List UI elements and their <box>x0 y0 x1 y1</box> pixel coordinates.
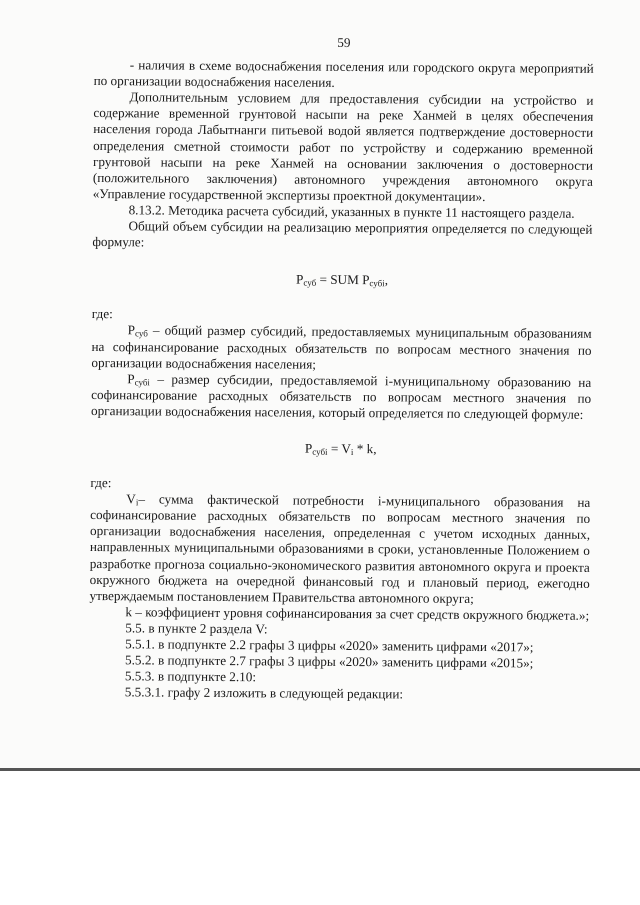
paragraph-total-volume: Общий объем субсидии на реализацию мероприятия определяется по следующей формуле: <box>92 218 593 250</box>
list-item: 5.5.2. в подпункте 2.7 графы 3 цифры «2020» заменить цифрами «2015»; <box>125 652 534 671</box>
formula-subscript: субi <box>369 278 385 289</box>
paragraph-def-coefficient: k – коэффициент уровня софинансирования за счет средств окружного бюджета.»; <box>125 604 590 623</box>
formula-subscript: суб <box>303 277 317 288</box>
where-label: где: <box>90 475 112 491</box>
def-subscript: i <box>135 497 139 508</box>
formula-subscript: субi <box>312 446 328 457</box>
formula-individual-subsidy <box>91 439 591 459</box>
paragraph-method-heading: 8.13.2. Методика расчета субсидий, указанных в пункте 11 настоящего раздела. <box>128 202 575 221</box>
formula-operator: * k, <box>353 441 377 457</box>
paragraph-schema-condition: - наличия в схеме водоснабжения поселения или городского округа мероприятий по организации водоснабжения населения. <box>93 57 594 91</box>
list-item: 5.5.3.1. графу 2 изложить в следующей редакции: <box>124 684 404 702</box>
formula-symbol-p: P <box>295 271 304 287</box>
blank-area <box>0 771 640 905</box>
def-subscript: суб <box>134 328 148 339</box>
formula-operator: = SUM <box>316 271 363 288</box>
formula-comma: , <box>384 272 389 288</box>
def-symbol-v: V <box>126 491 136 507</box>
formula-symbol-v: V <box>341 440 352 456</box>
list-item: 5.5. в пункте 2 раздела V: <box>125 620 268 637</box>
list-item: 5.5.1. в подпункте 2.2 графы 3 цифры «2020» заменить цифрами «2017»; <box>125 636 534 655</box>
paragraph-def-individual <box>91 371 591 423</box>
page-number: 59 <box>337 34 351 51</box>
formula-subscript: i <box>350 446 354 458</box>
paragraph-def-total <box>91 322 591 374</box>
formula-operator: = <box>327 440 342 456</box>
formula-symbol-p: P <box>362 272 370 288</box>
def-text: – общий размер субсидий, предоставляемых муниципальным образованиям на софинансирование расходных обязательств по вопросам местного значения по организации водоснабжения населения; <box>91 322 592 372</box>
def-text: – сумма фактической потребности i-муниципального образования на софинансирование расходных обязательств по вопросам местного значения по организации водоснабжения населения, определенная с учетом исходных данных, направленных муниципальными образованиями в сроки, установленные Положением о разработке прогноза социально-экономического развития автономного округа и проекта окружного бюджета на очередной финансовый год и плановый период, ежегодно утверждаемым постановлением Правительства автономного округа; <box>89 491 591 606</box>
formula-total-subsidy <box>92 270 592 290</box>
paragraph-def-need <box>90 491 591 608</box>
def-subscript: субi <box>134 377 150 388</box>
paragraph-additional-condition: Дополнительным условием для предоставления субсидии на устройство и содержание временной грунтовой насыпи на реке Ханмей в целях обеспечения населения города Лабытнанги питьевой водой является подтверждение достоверности определения сметной стоимости работ по устройству и содержанию временной грунтовой насыпи на реке Ханмей на основании заключения о достоверности (положительного заключения) автономного учреждения автономного округа «Управление государственной экспертизы проектной документации». <box>92 89 594 204</box>
def-symbol-p: P <box>127 370 135 387</box>
page-content <box>89 33 594 704</box>
where-label: где: <box>91 306 113 322</box>
formula-symbol-p: P <box>304 440 313 456</box>
list-item: 5.5.3. в подпункте 2.10: <box>124 668 257 685</box>
def-text: – размер субсидии, предоставляемой i-муниципальному образованию на софинансирование расходных обязательств по вопросам местного значения по организации водоснабжения населения, который определяется по следующей формуле: <box>90 371 592 422</box>
def-symbol-p: P <box>127 322 136 338</box>
